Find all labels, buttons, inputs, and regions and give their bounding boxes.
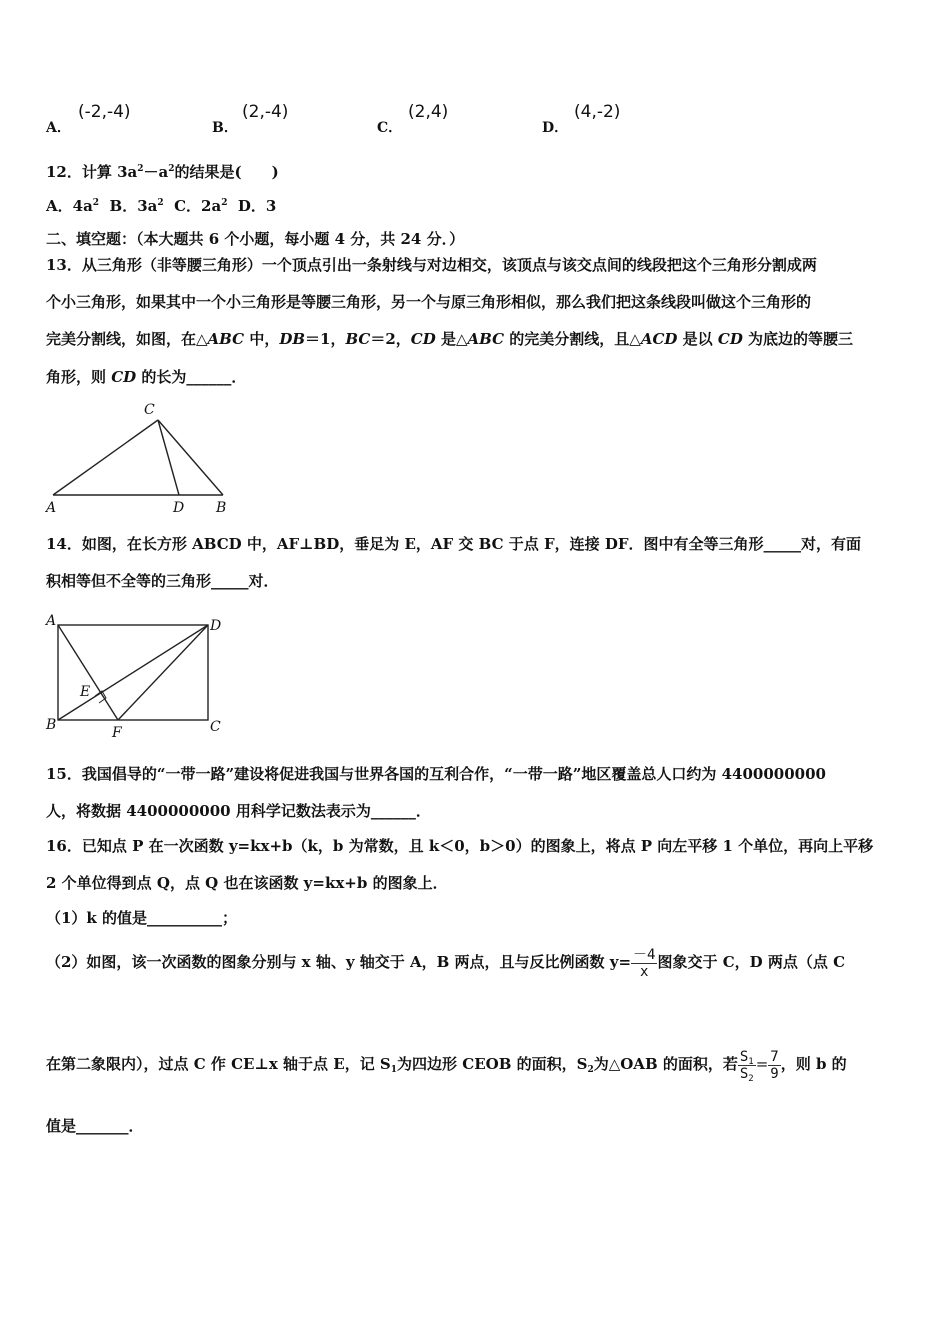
segment-af [58,625,118,720]
label-c: C [210,719,221,735]
label-d: D [173,500,185,516]
q14-line-2: 积相等但不全等的三角形_____对． [46,572,279,590]
q13-line-2: 个小三角形，如果其中一个小三角形是等腰三角形，另一个与原三角形相似，那么我们把这条线段叫做这个三角形的 [46,293,812,311]
side-cb [158,420,223,495]
q13-line-1: 13．从三角形（非等腰三角形）一个顶点引出一条射线与对边相交，该顶点与该交点间的线段把这个三角形分割成两 [46,256,817,274]
label-a: A [46,500,57,516]
label-c: C [144,402,155,418]
q11-option-c-value: (2,4) [408,102,449,122]
label-b: B [216,500,227,516]
fraction-s1-over-s2: $\frac{S_1}{S_2}$ [739,1048,754,1084]
q13-line-3: 完美分割线，如图，在△ABC 中，DB＝1，BC＝2，CD 是△ABC 的完美分割线，且△ACD 是以 CD 为底边的等腰三 [46,330,854,348]
q11-option-a-value: (-2,-4) [78,102,131,122]
diagonal-bd [58,625,208,720]
label-d: D [210,618,222,634]
q14-line-1: 14．如图，在长方形 ABCD 中，AF⊥BD，垂足为 E，AF 交 BC 于点 F，连接 DF．图中有全等三角形_____对，有面 [46,535,861,553]
side-ac [53,420,158,495]
q16-line-2: 2 个单位得到点 Q，点 Q 也在该函数 y=kx+b 的图象上． [46,874,448,892]
q16-part-2: （2）如图，该一次函数的图象分别与 x 轴、y 轴交于 A，B 两点，且与反比例函数 y= $\frac{-4}{x}$ 图象交于 C，D 两点（点 C [46,946,846,980]
q13-triangle-figure [44,400,234,518]
q14-rectangle-figure [44,610,230,740]
q11-option-d-value: (4,-2) [574,102,621,122]
q16-line-6: 值是_______． [46,1117,144,1135]
q11-option-a-label: A． [46,120,71,136]
segment-df [118,625,208,720]
q12-options: A．$4a^2$ B．$3a^2$ C．$2a^2$ D．3 [46,197,277,215]
fraction-neg4-over-x: $\frac{-4}{x}$ [633,946,656,980]
q16-line-5: 在第二象限内），过点 C 作 CE⊥x 轴于点 E，记 $S_1$为四边形 CEOB 的面积，$S_2$为△OAB 的面积，若 $\frac{S_1}{S_2}$ = $\frac{7}{9}$ ，则 b 的 [46,1048,847,1084]
label-f: F [112,725,122,740]
fraction-7-over-9: $\frac{7}{9}$ [770,1048,779,1082]
label-b: B [46,717,57,733]
q13-line-4: 角形，则 CD 的长为______． [46,368,247,386]
label-a: A [46,613,57,629]
label-e: E [80,684,91,700]
q11-option-b-value: (2,-4) [242,102,289,122]
q11-option-d-label: D． [542,120,569,136]
q16-line-1: 16．已知点 P 在一次函数 y=kx+b（k，b 为常数，且 k＜0，b＞0）的图象上，将点 P 向左平移 1 个单位，再向上平移 [46,837,874,855]
q11-option-c-label: C． [377,120,403,136]
q11-option-b-label: B． [212,120,238,136]
q15-line-2: 人，将数据 4400000000 用科学记数法表示为______． [46,802,431,820]
q16-part-1: （1）k 的值是__________； [46,909,238,927]
q15-line-1: 15．我国倡导的“一带一路”建设将促进我国与世界各国的互利合作，“一带一路”地区覆盖总人口约为 4400000000 [46,765,826,783]
q12-stem: 12．计算 $3a^2-a^2$的结果是( ) [46,163,279,181]
section-heading: 二、填空题：（本大题共 6 个小题，每小题 4 分，共 24 分．） [46,230,465,248]
